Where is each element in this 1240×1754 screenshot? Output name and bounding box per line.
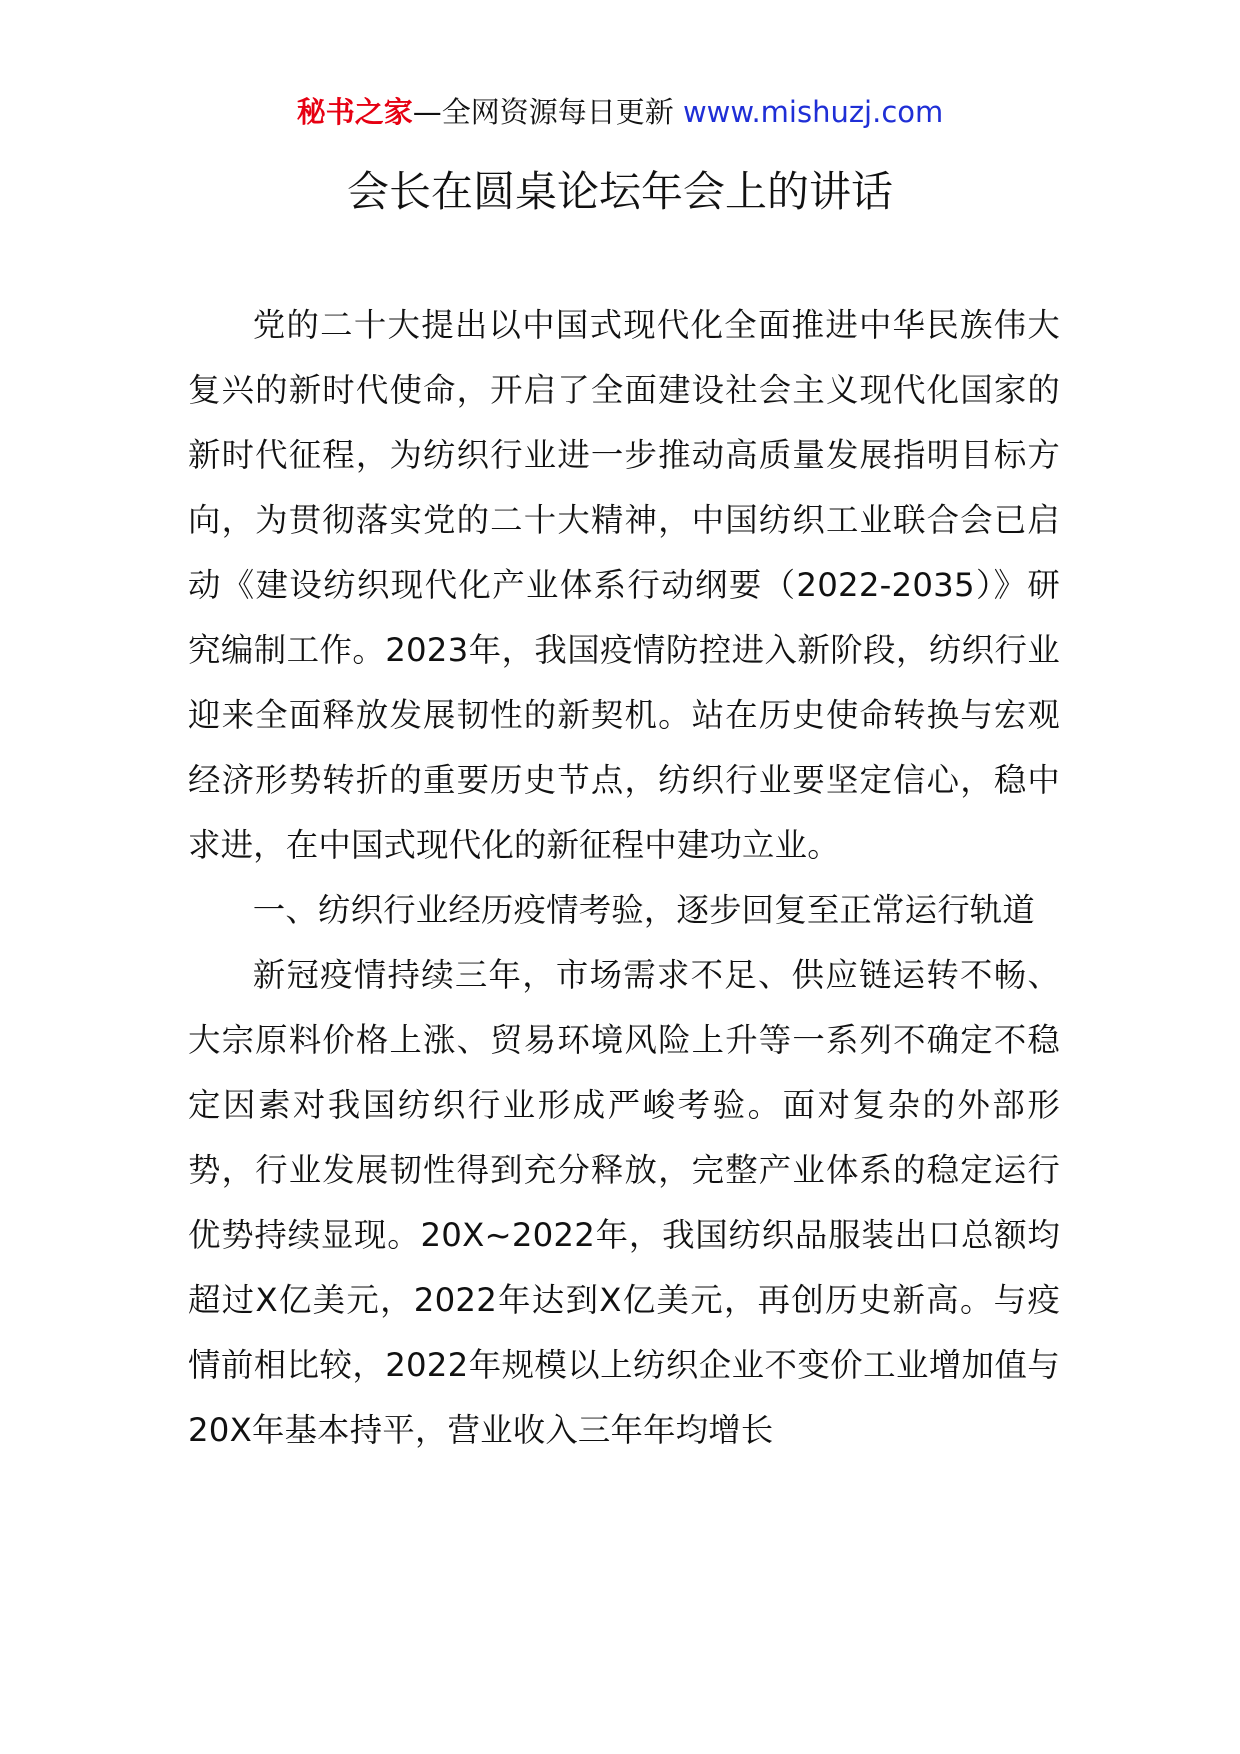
body-paragraph: 新冠疫情持续三年，市场需求不足、供应链运转不畅、大宗原料价格上涨、贸易环境风险上升等一系列不确定不稳定因素对我国纺织行业形成严峻考验。面对复杂的外部形势，行业发展韧性得到充分释放，完整产业体系的稳定运行优势持续显现。20X~2022年，我国纺织品服装出口总额均超过X亿美元，2022年达到X亿美元，再创历史新高。与疫情前相比较，2022年规模以上纺织企业不变价工业增加值与20X年基本持平，营业收入三年年均增长 — [188, 956, 1060, 1449]
section-heading: 一、纺织行业经历疫情考验，逐步回复至正常运行轨道 — [252, 891, 1035, 929]
document-body — [188, 293, 1060, 1463]
header-tagline: —全网资源每日更新 — [412, 95, 674, 129]
site-header — [0, 90, 1240, 134]
site-url-link[interactable]: www.mishuzj.com — [682, 95, 944, 129]
document-title: 会长在圆桌论坛年会上的讲话 — [346, 167, 893, 216]
intro-paragraph: 党的二十大提出以中国式现代化全面推进中华民族伟大复兴的新时代使命，开启了全面建设社会主义现代化国家的新时代征程，为纺织行业进一步推动高质量发展指明目标方向，为贯彻落实党的二十大精神，中国纺织工业联合会已启动《建设纺织现代化产业体系行动纲要（2022-2035）》研究编制工作。2023年，我国疫情防控进入新阶段，纺织行业迎来全面释放发展韧性的新契机。站在历史使命转换与宏观经济形势转折的重要历史节点，纺织行业要坚定信心，稳中求进，在中国式现代化的新征程中建功立业。 — [188, 306, 1060, 864]
brand-name: 秘书之家 — [296, 95, 413, 129]
